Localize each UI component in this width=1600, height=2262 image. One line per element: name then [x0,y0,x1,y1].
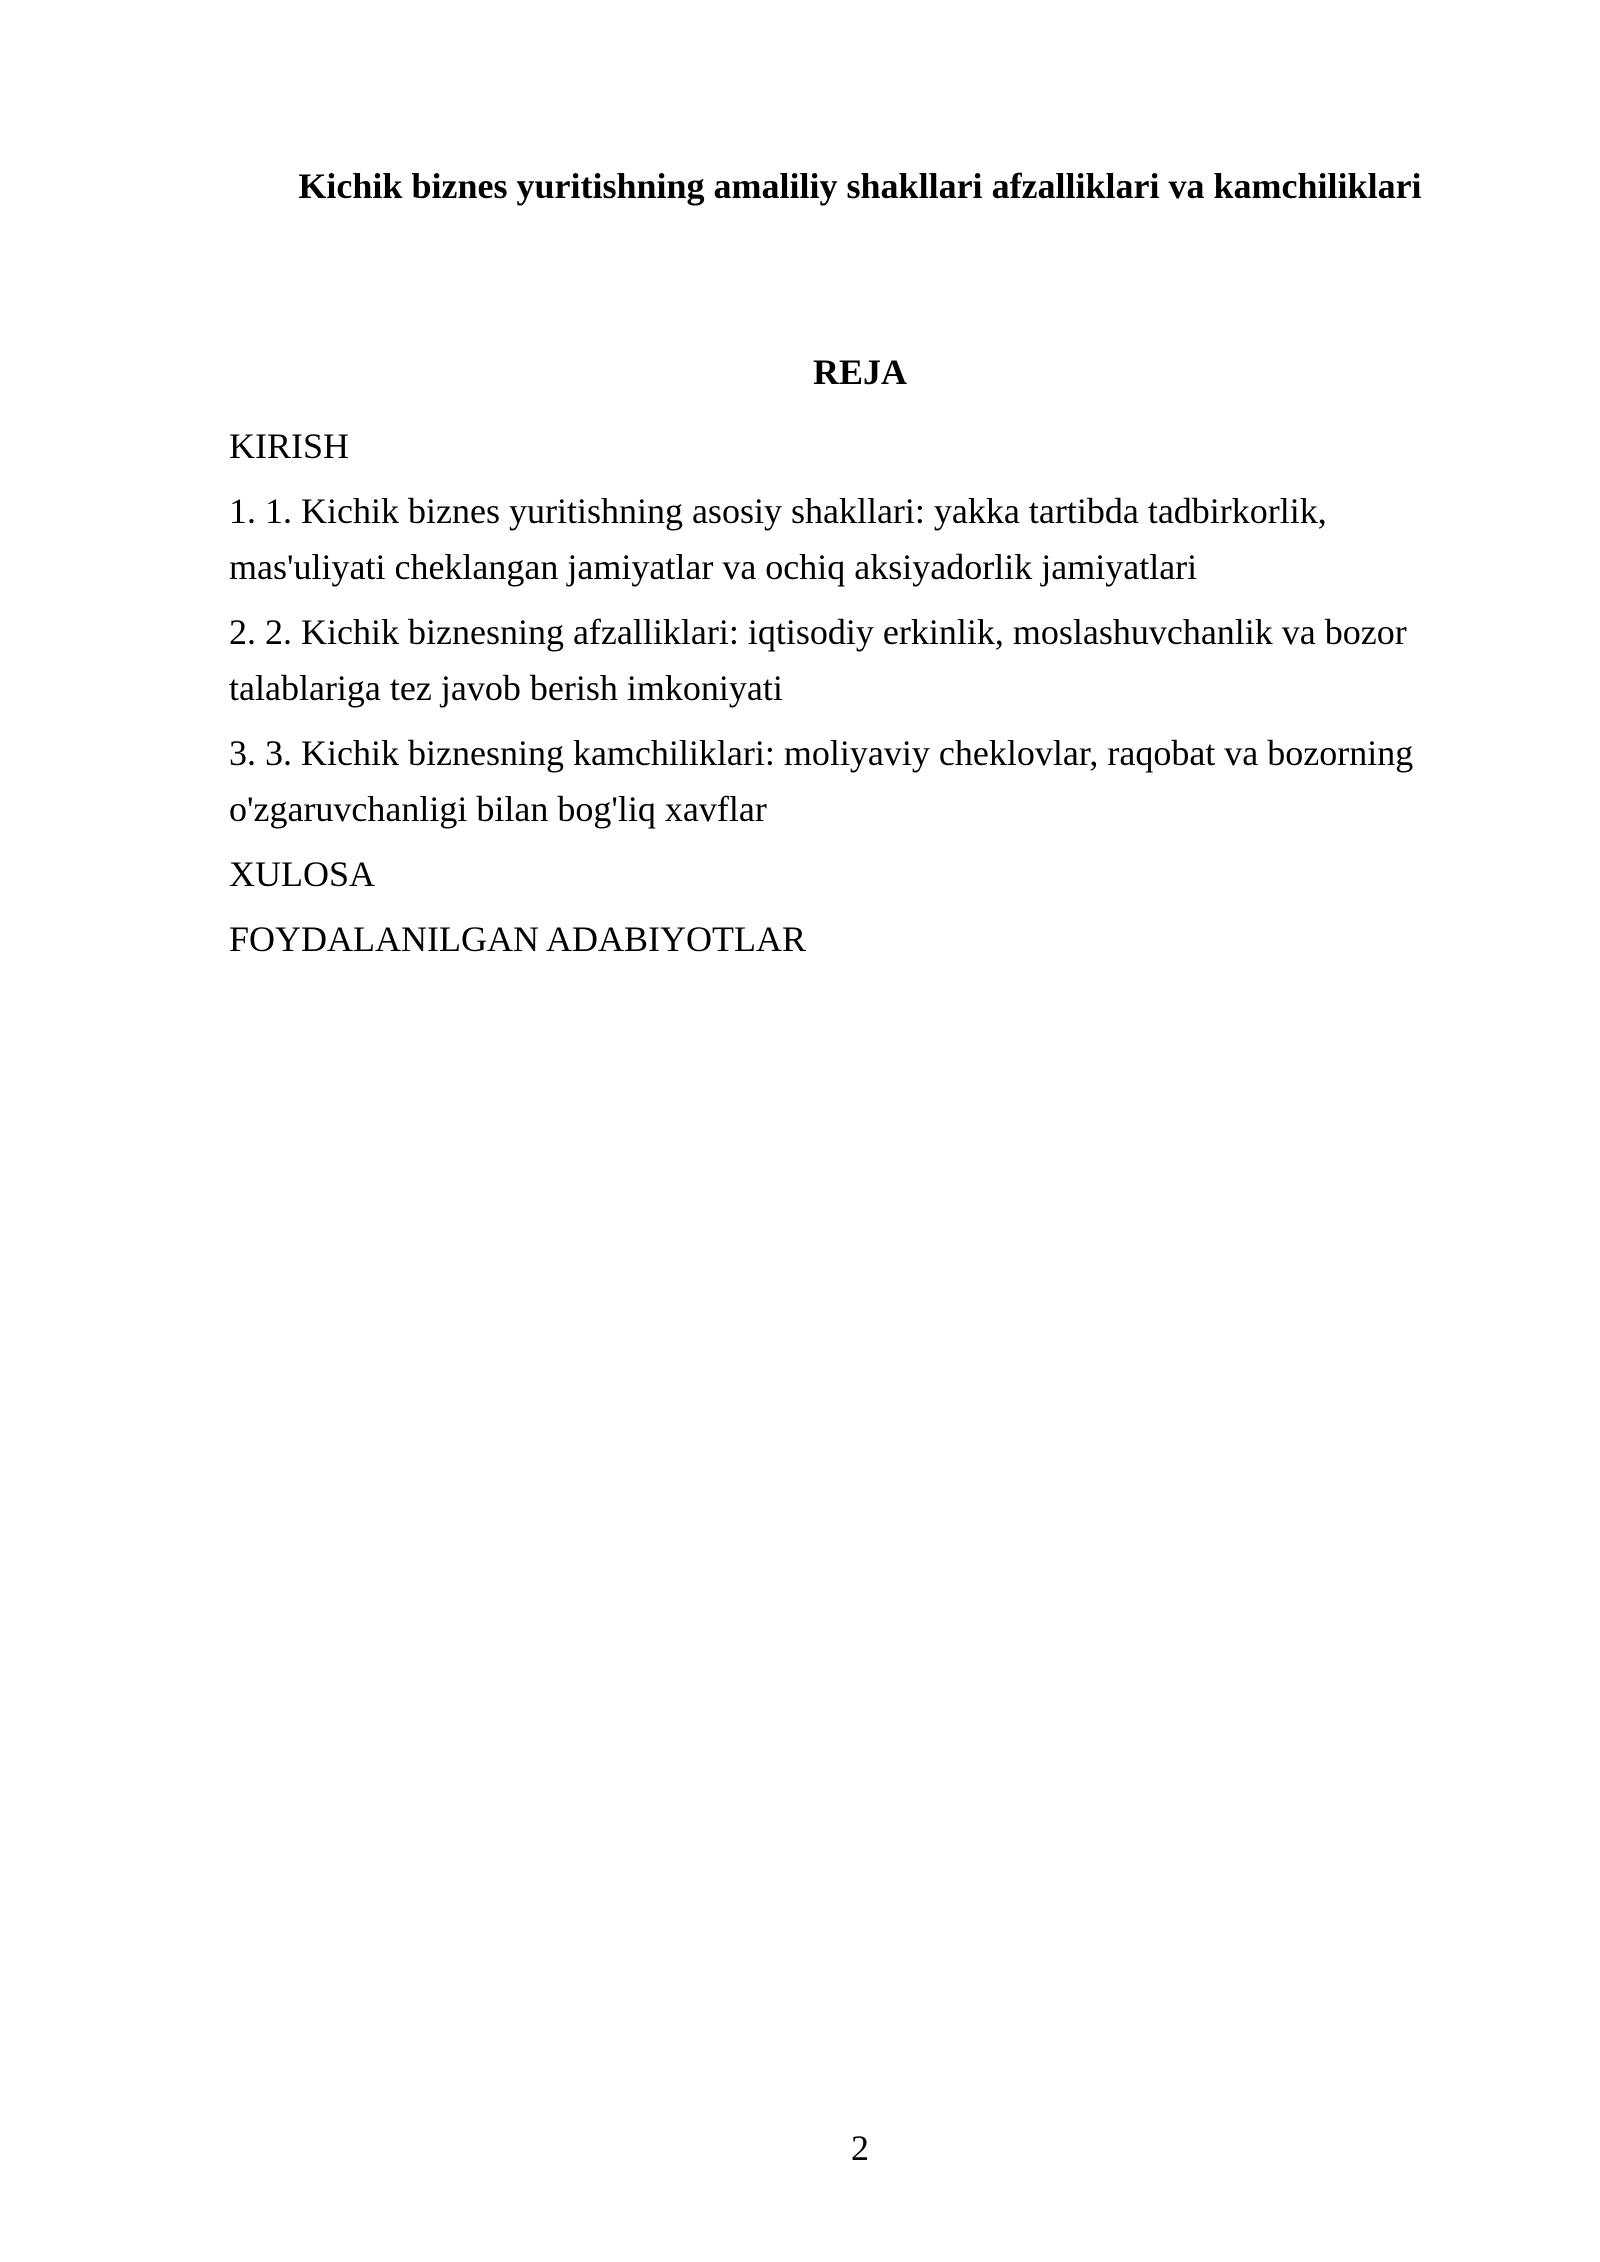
plan-item-section-2: 2. 2. Kichik biznesning afzalliklari: iqtisodiy erkinlik, moslashuvchanlik va bozor talablariga tez javob berish imkoniyati [229,612,1407,708]
plan-item-references: FOYDALANILGAN ADABIYOTLAR [229,919,806,959]
plan-heading: REJA [812,352,907,392]
document-title: Kichik biznes yuritishning amaliliy shakllari afzalliklari va kamchiliklari [298,166,1422,206]
plan-list [229,418,1479,976]
plan-item-conclusion: XULOSA [229,854,376,894]
plan-item-introduction: KIRISH [229,426,350,466]
page-number: 2 [851,2128,869,2168]
plan-item-section-1: 1. 1. Kichik biznes yuritishning asosiy shakllari: yakka tartibda tadbirkorlik, mas'uliyati cheklangan jamiyatlar va ochiq aksiyadorlik jamiyatlari [229,491,1327,587]
plan-item-section-3: 3. 3. Kichik biznesning kamchiliklari: moliyaviy cheklovlar, raqobat va bozorning o'zgaruvchanligi bilan bog'liq xavflar [229,733,1414,829]
